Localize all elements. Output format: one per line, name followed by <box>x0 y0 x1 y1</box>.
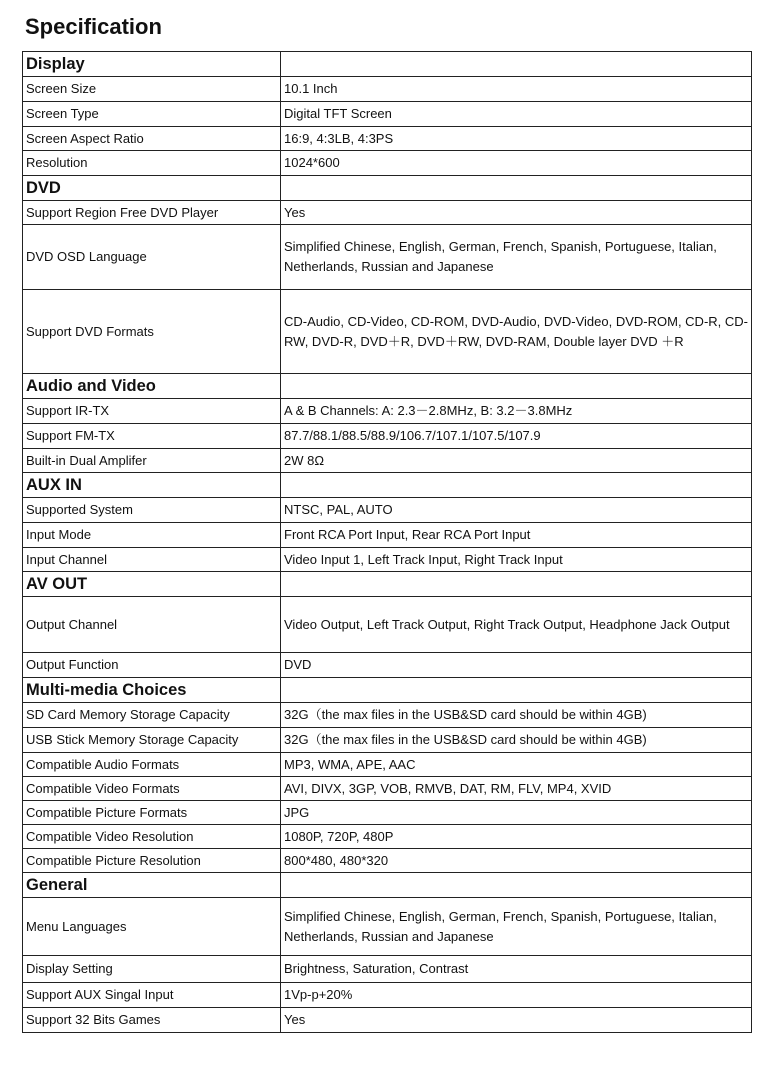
spec-label: Display Setting <box>23 956 281 983</box>
section-title: AV OUT <box>23 572 281 597</box>
spec-row <box>23 801 752 825</box>
spec-row <box>23 653 752 678</box>
spec-row <box>23 498 752 523</box>
spec-label: USB Stick Memory Storage Capacity <box>23 728 281 753</box>
spec-row <box>23 1008 752 1033</box>
section-title: General <box>23 873 281 898</box>
spec-label: Resolution <box>23 151 281 176</box>
spec-row <box>23 777 752 801</box>
spec-value: NTSC, PAL, AUTO <box>281 498 752 523</box>
spec-value: Simplified Chinese, English, German, French, Spanish, Portuguese, Italian, Netherlands, Russian and Japanese <box>281 898 752 956</box>
spec-row <box>23 399 752 424</box>
section-title: Display <box>23 52 281 77</box>
spec-row <box>23 77 752 102</box>
spec-label: Compatible Picture Resolution <box>23 849 281 873</box>
section-header-row <box>23 374 752 399</box>
spec-label: Input Mode <box>23 523 281 548</box>
spec-row <box>23 728 752 753</box>
spec-label: Support FM-TX <box>23 424 281 449</box>
spec-row <box>23 825 752 849</box>
spec-value: DVD <box>281 653 752 678</box>
spec-value: 2W 8Ω <box>281 449 752 473</box>
spec-value: JPG <box>281 801 752 825</box>
page-title: Specification <box>25 14 162 39</box>
spec-row <box>23 548 752 572</box>
spec-label: Built-in Dual Amplifer <box>23 449 281 473</box>
spec-value: 1024*600 <box>281 151 752 176</box>
spec-value: AVI, DIVX, 3GP, VOB, RMVB, DAT, RM, FLV, MP4, XVID <box>281 777 752 801</box>
spec-row <box>23 983 752 1008</box>
spec-value: 32G（the max files in the USB&SD card should be within 4GB) <box>281 703 752 728</box>
spec-value: Simplified Chinese, English, German, French, Spanish, Portuguese, Italian, Netherlands, Russian and Japanese <box>281 225 752 290</box>
spec-value: A & B Channels: A: 2.3－2.8MHz, B: 3.2－3.8MHz <box>281 399 752 424</box>
section-header-row <box>23 678 752 703</box>
spec-row <box>23 290 752 374</box>
spec-value: MP3, WMA, APE, AAC <box>281 753 752 777</box>
section-title: Multi-media Choices <box>23 678 281 703</box>
section-empty-cell <box>281 473 752 498</box>
spec-value: Brightness, Saturation, Contrast <box>281 956 752 983</box>
spec-label: Screen Size <box>23 77 281 102</box>
spec-row <box>23 849 752 873</box>
section-empty-cell <box>281 52 752 77</box>
spec-row <box>23 201 752 225</box>
specification-table <box>22 51 752 1033</box>
section-empty-cell <box>281 572 752 597</box>
spec-value: Digital TFT Screen <box>281 102 752 127</box>
section-header-row <box>23 873 752 898</box>
spec-label: Output Function <box>23 653 281 678</box>
spec-value: 1Vp-p+20% <box>281 983 752 1008</box>
spec-value: Yes <box>281 1008 752 1033</box>
spec-row <box>23 449 752 473</box>
spec-value: 87.7/88.1/88.5/88.9/106.7/107.1/107.5/107.9 <box>281 424 752 449</box>
spec-label: Compatible Audio Formats <box>23 753 281 777</box>
spec-value: Video Input 1, Left Track Input, Right Track Input <box>281 548 752 572</box>
spec-label: Supported System <box>23 498 281 523</box>
spec-value: CD-Audio, CD-Video, CD-ROM, DVD-Audio, DVD-Video, DVD-ROM, CD-R, CD-RW, DVD-R, DVD＋R, DVD＋RW, DVD-RAM, Double layer DVD ＋R <box>281 290 752 374</box>
section-header-row <box>23 473 752 498</box>
section-title: AUX IN <box>23 473 281 498</box>
spec-value: Yes <box>281 201 752 225</box>
spec-row <box>23 703 752 728</box>
spec-label: Support Region Free DVD Player <box>23 201 281 225</box>
spec-value: 32G（the max files in the USB&SD card should be within 4GB) <box>281 728 752 753</box>
section-empty-cell <box>281 374 752 399</box>
section-header-row <box>23 572 752 597</box>
spec-label: Compatible Video Resolution <box>23 825 281 849</box>
spec-label: Output Channel <box>23 597 281 653</box>
spec-label: Support DVD Formats <box>23 290 281 374</box>
spec-label: DVD OSD Language <box>23 225 281 290</box>
spec-row <box>23 523 752 548</box>
spec-value: 1080P, 720P, 480P <box>281 825 752 849</box>
spec-label: Screen Type <box>23 102 281 127</box>
spec-row <box>23 102 752 127</box>
spec-value: Front RCA Port Input, Rear RCA Port Input <box>281 523 752 548</box>
spec-row <box>23 753 752 777</box>
spec-label: Compatible Video Formats <box>23 777 281 801</box>
section-empty-cell <box>281 873 752 898</box>
spec-label: Support IR-TX <box>23 399 281 424</box>
section-empty-cell <box>281 678 752 703</box>
spec-label: Support AUX Singal Input <box>23 983 281 1008</box>
spec-label: Compatible Picture Formats <box>23 801 281 825</box>
spec-value: 16:9, 4:3LB, 4:3PS <box>281 127 752 151</box>
spec-label: Support 32 Bits Games <box>23 1008 281 1033</box>
section-title: Audio and Video <box>23 374 281 399</box>
spec-row <box>23 424 752 449</box>
spec-row <box>23 956 752 983</box>
spec-label: SD Card Memory Storage Capacity <box>23 703 281 728</box>
spec-row <box>23 225 752 290</box>
spec-value: 10.1 Inch <box>281 77 752 102</box>
spec-row <box>23 127 752 151</box>
spec-label: Input Channel <box>23 548 281 572</box>
spec-label: Screen Aspect Ratio <box>23 127 281 151</box>
spec-row <box>23 151 752 176</box>
spec-value: 800*480, 480*320 <box>281 849 752 873</box>
spec-value: Video Output, Left Track Output, Right Track Output, Headphone Jack Output <box>281 597 752 653</box>
spec-row <box>23 597 752 653</box>
section-header-row <box>23 52 752 77</box>
section-title: DVD <box>23 176 281 201</box>
spec-row <box>23 898 752 956</box>
spec-label: Menu Languages <box>23 898 281 956</box>
section-empty-cell <box>281 176 752 201</box>
section-header-row <box>23 176 752 201</box>
